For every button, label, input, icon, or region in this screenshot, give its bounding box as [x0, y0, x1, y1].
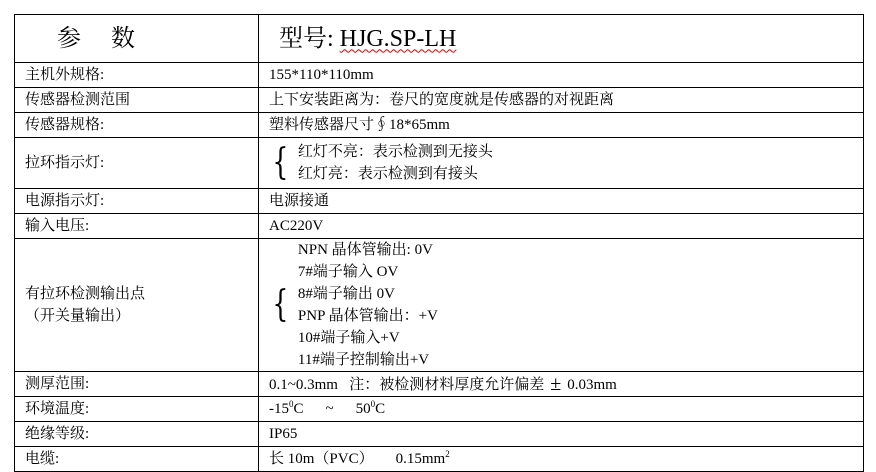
row-label: 电缆: — [15, 447, 259, 472]
terminal-7: 7#端子输入 OV — [297, 264, 399, 280]
table-row — [15, 214, 864, 239]
value-line: 红灯不亮：表示检测到无接头 — [297, 144, 493, 160]
row-value — [259, 239, 864, 372]
row-label — [15, 239, 259, 372]
row-value: IP65 — [259, 422, 864, 447]
row-label: 绝缘等级: — [15, 422, 259, 447]
spec-table — [14, 14, 864, 472]
label-line: （开关量输出） — [25, 308, 131, 324]
table-row — [15, 88, 864, 113]
npn-output: NPN 晶体管输出: 0V — [297, 242, 433, 258]
row-value — [259, 447, 864, 472]
temp-unit: C — [375, 401, 386, 417]
value-line — [298, 239, 438, 305]
left-brace: { — [272, 284, 289, 325]
row-label: 输入电压: — [15, 214, 259, 239]
value-line: 红灯亮：表示检测到有接头 — [297, 166, 478, 182]
row-value: 塑料传感器尺寸∮18*65mm — [259, 113, 864, 138]
temp-min: -15 — [269, 401, 289, 417]
pnp-output: PNP 晶体管输出：+V — [297, 308, 438, 324]
table-row — [15, 372, 864, 397]
label-line: 有拉环检测输出点 — [25, 286, 146, 302]
temp-unit: C — [293, 401, 304, 417]
degree-mark: 0 — [289, 399, 294, 409]
range-tilde: ~ — [325, 401, 334, 417]
table-row — [15, 447, 864, 472]
terminal-8: 8#端子输出 0V — [297, 286, 395, 302]
table-row — [15, 113, 864, 138]
left-brace: { — [272, 142, 289, 183]
thickness-range: 0.1~0.3mm 注：被检测材料厚度允许偏差 — [269, 376, 545, 393]
table-header-row — [15, 15, 864, 63]
row-value — [259, 397, 864, 422]
row-value: 155*110*110mm — [259, 63, 864, 88]
table-row — [15, 189, 864, 214]
header-model-cell — [259, 15, 864, 63]
table-row — [15, 63, 864, 88]
row-label: 主机外规格: — [15, 63, 259, 88]
plus-minus-sign: ± — [550, 372, 562, 395]
row-label: 传感器检测范围 — [15, 88, 259, 113]
row-value: AC220V — [259, 214, 864, 239]
row-label: 测厚范围: — [15, 372, 259, 397]
row-label: 环境温度: — [15, 397, 259, 422]
value-line — [298, 305, 438, 371]
model-prefix: 型号: — [279, 25, 340, 52]
table-row — [15, 138, 864, 189]
cable-length: 长 10m（PVC） — [269, 451, 374, 467]
degree-mark: 0 — [370, 399, 376, 409]
temp-max: 50 — [355, 401, 371, 417]
tolerance-value: 0.03mm — [567, 376, 617, 393]
table-row — [15, 422, 864, 447]
row-value: 电源接通 — [259, 189, 864, 214]
row-value: 上下安装距离为：卷尺的宽度就是传感器的对视距离 — [259, 88, 864, 113]
row-label: 拉环指示灯: — [15, 138, 259, 189]
table-row — [15, 397, 864, 422]
cable-section: 0.15mm — [395, 451, 446, 467]
row-value — [259, 138, 864, 189]
model-number: HJG.SP-LH — [339, 25, 457, 52]
terminal-10: 10#端子输入+V — [297, 330, 400, 346]
row-label: 电源指示灯: — [15, 189, 259, 214]
row-label: 传感器规格: — [15, 113, 259, 138]
table-row — [15, 239, 864, 372]
header-param-label: 参数 — [15, 15, 259, 63]
terminal-11: 11#端子控制输出+V — [297, 352, 430, 368]
superscript-2: 2 — [445, 449, 450, 459]
row-value — [259, 372, 864, 397]
